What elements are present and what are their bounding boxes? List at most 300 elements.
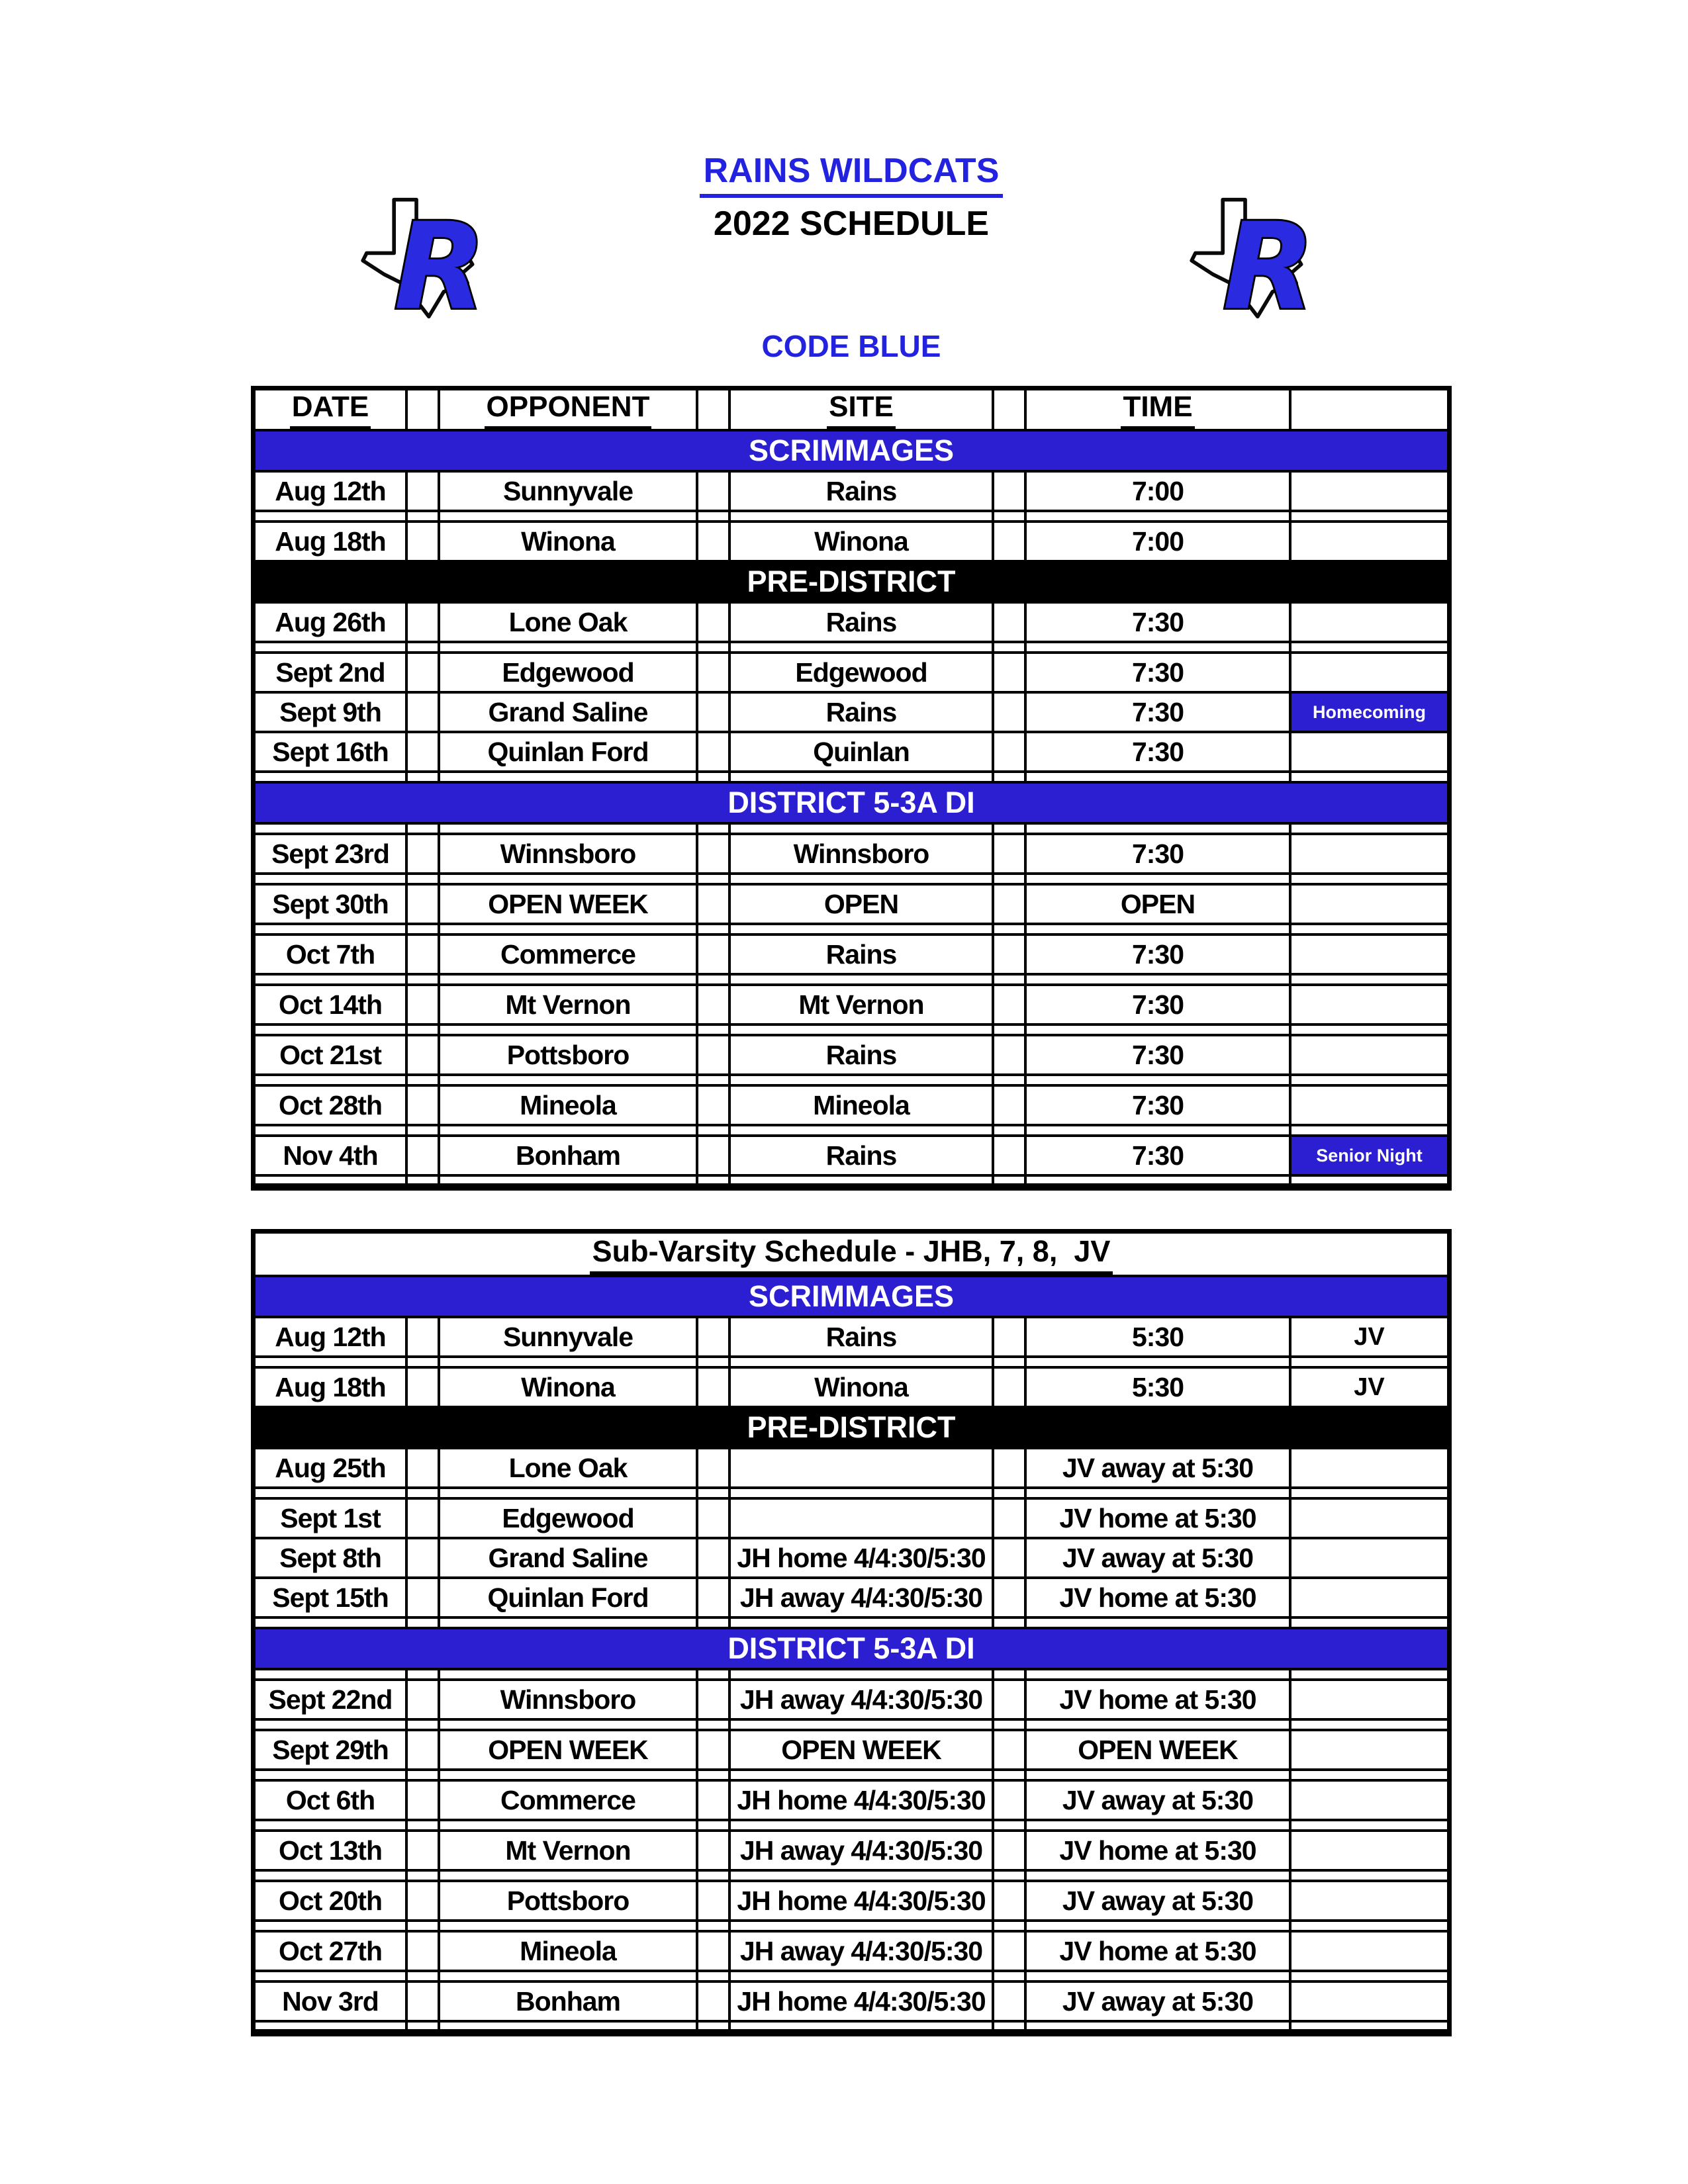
time-cell: JV home at 5:30 <box>1027 1681 1289 1718</box>
spacer-cell <box>408 654 438 691</box>
column-header-label: DATE <box>290 390 371 429</box>
spacer-cell <box>440 643 696 651</box>
spacer-cell <box>256 512 405 520</box>
spacer-cell <box>256 1922 405 1930</box>
spacer-cell <box>1027 1076 1289 1084</box>
spacer-cell <box>731 643 992 651</box>
opponent-cell: Sunnyvale <box>440 1318 696 1355</box>
spacer-cell <box>408 1449 438 1486</box>
spacer-row <box>256 643 1447 651</box>
spacer-cell <box>994 773 1024 781</box>
site-cell: Mt Vernon <box>731 986 992 1023</box>
spacer-cell <box>408 523 438 560</box>
date-cell: Sept 30th <box>256 886 405 923</box>
spacer-cell <box>408 1922 438 1930</box>
spacer-cell <box>408 875 438 883</box>
subvarsity-title-text: Sub-Varsity Schedule - JHB, 7, 8, JV <box>590 1234 1113 1275</box>
column-header-time <box>1027 390 1289 429</box>
spacer-cell <box>440 1872 696 1880</box>
note-cell-empty <box>1291 1500 1447 1537</box>
spacer-cell <box>1291 1489 1447 1497</box>
time-cell: JV away at 5:30 <box>1027 1882 1289 1919</box>
spacer-cell <box>256 1076 405 1084</box>
spacer-cell <box>440 2023 696 2029</box>
spacer-cell <box>1027 2023 1289 2029</box>
game-row <box>256 733 1447 770</box>
spacer-cell <box>408 1619 438 1627</box>
time-cell: JV away at 5:30 <box>1027 1782 1289 1819</box>
game-row <box>256 523 1447 560</box>
date-cell: Oct 6th <box>256 1782 405 1819</box>
band-row <box>256 784 1447 822</box>
game-row <box>256 1449 1447 1486</box>
spacer-cell <box>256 1489 405 1497</box>
spacer-cell <box>1027 1771 1289 1779</box>
spacer-cell <box>440 1358 696 1366</box>
note-cell-empty <box>1291 1933 1447 1970</box>
note-cell-empty <box>1291 1579 1447 1616</box>
spacer-row <box>256 1922 1447 1930</box>
spacer-cell <box>408 1137 438 1174</box>
site-cell: Mineola <box>731 1087 992 1124</box>
note-cell-empty <box>1291 1731 1447 1768</box>
spacer-cell <box>408 1489 438 1497</box>
spacer-cell <box>731 1619 992 1627</box>
opponent-cell: Lone Oak <box>440 1449 696 1486</box>
time-cell: 7:00 <box>1027 473 1289 510</box>
spacer-cell <box>408 604 438 641</box>
game-row <box>256 1782 1447 1819</box>
spacer-cell <box>731 1670 992 1678</box>
spacer-cell <box>440 1771 696 1779</box>
game-row <box>256 936 1447 973</box>
spacer-cell <box>731 1126 992 1134</box>
opponent-cell: Bonham <box>440 1137 696 1174</box>
spacer-cell <box>408 733 438 770</box>
time-cell: JV away at 5:30 <box>1027 1983 1289 2020</box>
spacer-cell <box>698 1036 728 1073</box>
game-row <box>256 1882 1447 1919</box>
spacer-cell <box>408 1036 438 1073</box>
game-row <box>256 1579 1447 1616</box>
spacer-cell <box>698 1782 728 1819</box>
site-cell: Quinlan <box>731 733 992 770</box>
spacer-cell <box>698 523 728 560</box>
spacer-cell <box>731 976 992 983</box>
time-cell: JV home at 5:30 <box>1027 1500 1289 1537</box>
spacer-row <box>256 1489 1447 1497</box>
spacer-row <box>256 1126 1447 1134</box>
spacer-cell <box>408 1076 438 1084</box>
spacer-cell <box>440 1076 696 1084</box>
spacer-cell <box>440 1670 696 1678</box>
spacer-cell <box>1027 1126 1289 1134</box>
site-cell: Winona <box>731 523 992 560</box>
spacer-cell <box>731 2023 992 2029</box>
spacer-cell <box>698 733 728 770</box>
game-row <box>256 654 1447 691</box>
spacer-cell <box>1291 512 1447 520</box>
game-row <box>256 986 1447 1023</box>
site-cell: JH home 4/4:30/5:30 <box>731 1539 992 1576</box>
spacer-cell <box>698 1670 728 1678</box>
section-band-black: PRE-DISTRICT <box>256 1408 1447 1447</box>
date-cell: Sept 9th <box>256 694 405 731</box>
note-cell-empty <box>1291 654 1447 691</box>
time-cell: 5:30 <box>1027 1369 1289 1406</box>
spacer-cell <box>1027 643 1289 651</box>
spacer-cell <box>1291 1972 1447 1980</box>
site-cell: Rains <box>731 694 992 731</box>
spacer-cell <box>1291 875 1447 883</box>
spacer-cell <box>731 1972 992 1980</box>
note-cell-empty <box>1291 886 1447 923</box>
spacer-cell <box>994 1076 1024 1084</box>
note-cell-empty <box>1291 1782 1447 1819</box>
date-cell: Aug 18th <box>256 1369 405 1406</box>
spacer-cell <box>1291 1126 1447 1134</box>
opponent-cell: Commerce <box>440 936 696 973</box>
spacer-cell <box>256 1619 405 1627</box>
spacer-cell <box>698 654 728 691</box>
spacer-cell <box>731 773 992 781</box>
spacer-cell <box>994 1922 1024 1930</box>
title-row <box>256 1234 1447 1275</box>
note-cell-empty <box>1291 1087 1447 1124</box>
spacer-cell <box>698 1087 728 1124</box>
spacer-cell <box>698 1832 728 1869</box>
time-cell: JV home at 5:30 <box>1027 1933 1289 1970</box>
date-cell: Oct 28th <box>256 1087 405 1124</box>
spacer-cell <box>994 2023 1024 2029</box>
opponent-cell: Lone Oak <box>440 604 696 641</box>
spacer-cell <box>1291 390 1447 429</box>
spacer-cell <box>698 512 728 520</box>
spacer-cell <box>256 1721 405 1729</box>
spacer-cell <box>1027 1489 1289 1497</box>
spacer-cell <box>994 1771 1024 1779</box>
spacer-row <box>256 1821 1447 1829</box>
time-cell: JV away at 5:30 <box>1027 1539 1289 1576</box>
game-row <box>256 604 1447 641</box>
spacer-cell <box>408 1087 438 1124</box>
spacer-cell <box>408 1771 438 1779</box>
date-cell: Oct 13th <box>256 1832 405 1869</box>
spacer-cell <box>1027 512 1289 520</box>
spacer-cell <box>731 1771 992 1779</box>
spacer-cell <box>1291 925 1447 933</box>
date-cell: Aug 18th <box>256 523 405 560</box>
spacer-cell <box>256 976 405 983</box>
spacer-cell <box>698 390 728 429</box>
spacer-cell <box>408 1358 438 1366</box>
game-row <box>256 1539 1447 1576</box>
game-row <box>256 1087 1447 1124</box>
spacer-cell <box>994 1126 1024 1134</box>
spacer-cell <box>1027 1821 1289 1829</box>
spacer-cell <box>1291 1922 1447 1930</box>
date-cell: Aug 12th <box>256 1318 405 1355</box>
note-cell: JV <box>1291 1318 1447 1355</box>
spacer-cell <box>994 1137 1024 1174</box>
spacer-cell <box>698 773 728 781</box>
spacer-cell <box>698 976 728 983</box>
opponent-cell: Mineola <box>440 1933 696 1970</box>
opponent-cell: Edgewood <box>440 654 696 691</box>
spacer-cell <box>256 1026 405 1034</box>
spacer-cell <box>1027 1670 1289 1678</box>
opponent-cell: OPEN WEEK <box>440 886 696 923</box>
spacer-cell <box>408 1721 438 1729</box>
spacer-cell <box>256 825 405 833</box>
date-cell: Sept 16th <box>256 733 405 770</box>
game-row <box>256 1500 1447 1537</box>
spacer-cell <box>994 1036 1024 1073</box>
spacer-cell <box>408 976 438 983</box>
spacer-cell <box>698 643 728 651</box>
spacer-cell <box>994 1983 1024 2020</box>
opponent-cell: Commerce <box>440 1782 696 1819</box>
spacer-cell <box>698 1922 728 1930</box>
spacer-cell <box>440 875 696 883</box>
page-subtitle: 2022 SCHEDULE <box>713 205 990 243</box>
band-row <box>256 563 1447 601</box>
spacer-cell <box>698 1318 728 1355</box>
spacer-cell <box>994 1177 1024 1183</box>
spacer-row <box>256 825 1447 833</box>
spacer-row <box>256 1872 1447 1880</box>
spacer-cell <box>698 1369 728 1406</box>
site-cell: Winona <box>731 1369 992 1406</box>
spacer-cell <box>731 1922 992 1930</box>
date-cell: Sept 2nd <box>256 654 405 691</box>
page-title-text: RAINS WILDCATS <box>700 151 1004 198</box>
spacer-cell <box>994 1972 1024 1980</box>
spacer-cell <box>408 1539 438 1576</box>
site-cell: Rains <box>731 1318 992 1355</box>
spacer-cell <box>1291 1721 1447 1729</box>
time-cell: 5:30 <box>1027 1318 1289 1355</box>
spacer-cell <box>1027 976 1289 983</box>
spacer-cell <box>408 1126 438 1134</box>
spacer-cell <box>994 604 1024 641</box>
date-cell: Nov 4th <box>256 1137 405 1174</box>
spacer-cell <box>994 1832 1024 1869</box>
column-header-opponent <box>440 390 696 429</box>
spacer-cell <box>994 1500 1024 1537</box>
spacer-cell <box>994 1619 1024 1627</box>
note-cell: JV <box>1291 1369 1447 1406</box>
spacer-cell <box>994 986 1024 1023</box>
date-cell: Nov 3rd <box>256 1983 405 2020</box>
game-row <box>256 1369 1447 1406</box>
spacer-cell <box>698 1076 728 1084</box>
spacer-cell <box>256 1972 405 1980</box>
subvarsity-title-cell <box>256 1234 1447 1275</box>
spacer-cell <box>408 825 438 833</box>
note-cell-empty <box>1291 986 1447 1023</box>
spacer-cell <box>1027 1922 1289 1930</box>
spacer-row <box>256 1972 1447 1980</box>
spacer-cell <box>994 523 1024 560</box>
spacer-cell <box>698 1137 728 1174</box>
date-cell: Sept 23rd <box>256 835 405 872</box>
spacer-cell <box>408 473 438 510</box>
spacer-cell <box>408 1579 438 1616</box>
spacer-cell <box>1027 1026 1289 1034</box>
game-row <box>256 1731 1447 1768</box>
spacer-cell <box>1291 1358 1447 1366</box>
spacer-cell <box>256 875 405 883</box>
spacer-cell <box>408 1681 438 1718</box>
spacer-cell <box>731 1177 992 1183</box>
subvarsity-schedule-table <box>251 1229 1452 2036</box>
spacer-cell <box>731 875 992 883</box>
spacer-cell <box>1027 925 1289 933</box>
spacer-cell <box>408 1933 438 1970</box>
spacer-cell <box>1291 1026 1447 1034</box>
spacer-cell <box>1291 1076 1447 1084</box>
date-cell: Oct 27th <box>256 1933 405 1970</box>
spacer-cell <box>994 886 1024 923</box>
spacer-cell <box>698 825 728 833</box>
spacer-cell <box>408 1500 438 1537</box>
spacer-cell <box>1291 773 1447 781</box>
spacer-row <box>256 1619 1447 1627</box>
spacer-cell <box>408 1983 438 2020</box>
spacer-cell <box>994 1318 1024 1355</box>
spacer-cell <box>1027 1358 1289 1366</box>
spacer-cell <box>994 1872 1024 1880</box>
opponent-cell: Grand Saline <box>440 1539 696 1576</box>
spacer-cell <box>256 1771 405 1779</box>
game-row <box>256 835 1447 872</box>
time-cell: 7:30 <box>1027 694 1289 731</box>
spacer-row <box>256 875 1447 883</box>
header-row <box>256 390 1447 429</box>
spacer-cell <box>731 1026 992 1034</box>
spacer-cell <box>1291 1872 1447 1880</box>
spacer-cell <box>994 1358 1024 1366</box>
note-cell-empty <box>1291 473 1447 510</box>
site-cell: Rains <box>731 604 992 641</box>
game-row <box>256 1983 1447 2020</box>
spacer-cell <box>994 1489 1024 1497</box>
spacer-cell <box>994 1670 1024 1678</box>
game-row <box>256 1036 1447 1073</box>
spacer-cell <box>1291 1619 1447 1627</box>
spacer-cell <box>994 512 1024 520</box>
date-cell: Sept 29th <box>256 1731 405 1768</box>
spacer-cell <box>698 986 728 1023</box>
spacer-cell <box>698 936 728 973</box>
spacer-cell <box>698 1026 728 1034</box>
game-row <box>256 886 1447 923</box>
site-cell <box>731 1449 992 1486</box>
game-row <box>256 1832 1447 1869</box>
spacer-cell <box>1027 875 1289 883</box>
spacer-cell <box>698 604 728 641</box>
spacer-cell <box>440 1026 696 1034</box>
spacer-cell <box>256 1126 405 1134</box>
date-cell: Sept 22nd <box>256 1681 405 1718</box>
spacer-cell <box>994 1821 1024 1829</box>
note-cell-empty <box>1291 733 1447 770</box>
opponent-cell: Edgewood <box>440 1500 696 1537</box>
date-cell: Oct 7th <box>256 936 405 973</box>
spacer-cell <box>994 1782 1024 1819</box>
time-cell: 7:30 <box>1027 1036 1289 1073</box>
spacer-cell <box>1027 825 1289 833</box>
spacer-cell <box>408 390 438 429</box>
spacer-row <box>256 925 1447 933</box>
spacer-cell <box>698 1972 728 1980</box>
time-cell: 7:00 <box>1027 523 1289 560</box>
spacer-row <box>256 1721 1447 1729</box>
spacer-cell <box>731 1076 992 1084</box>
site-cell: JH away 4/4:30/5:30 <box>731 1933 992 1970</box>
spacer-cell <box>698 1358 728 1366</box>
date-cell: Sept 1st <box>256 1500 405 1537</box>
band-row <box>256 1629 1447 1668</box>
spacer-cell <box>731 1489 992 1497</box>
spacer-cell <box>994 473 1024 510</box>
note-cell-empty <box>1291 1882 1447 1919</box>
spacer-cell <box>408 1177 438 1183</box>
spacer-cell <box>440 925 696 933</box>
opponent-cell: Winnsboro <box>440 835 696 872</box>
date-cell: Oct 14th <box>256 986 405 1023</box>
time-cell: JV home at 5:30 <box>1027 1832 1289 1869</box>
spacer-cell <box>994 1369 1024 1406</box>
date-cell: Aug 25th <box>256 1449 405 1486</box>
spacer-row <box>256 1771 1447 1779</box>
note-cell-empty <box>1291 523 1447 560</box>
spacer-cell <box>440 1922 696 1930</box>
opponent-cell: Pottsboro <box>440 1036 696 1073</box>
spacer-cell <box>440 512 696 520</box>
spacer-cell <box>408 694 438 731</box>
spacer-cell <box>1027 1972 1289 1980</box>
spacer-cell <box>731 1721 992 1729</box>
spacer-cell <box>994 875 1024 883</box>
spacer-cell <box>440 1177 696 1183</box>
spacer-cell <box>440 1126 696 1134</box>
spacer-cell <box>698 1983 728 2020</box>
spacer-cell <box>698 1721 728 1729</box>
column-header-label: OPPONENT <box>485 390 652 429</box>
spacer-cell <box>408 925 438 933</box>
note-cell-empty <box>1291 1539 1447 1576</box>
section-band-blue: SCRIMMAGES <box>256 1277 1447 1316</box>
spacer-cell <box>698 1771 728 1779</box>
site-cell <box>731 1500 992 1537</box>
spacer-cell <box>698 875 728 883</box>
game-row <box>256 473 1447 510</box>
spacer-cell <box>698 1882 728 1919</box>
date-cell: Oct 20th <box>256 1882 405 1919</box>
opponent-cell: Winona <box>440 523 696 560</box>
site-cell: JH away 4/4:30/5:30 <box>731 1579 992 1616</box>
time-cell: 7:30 <box>1027 604 1289 641</box>
spacer-cell <box>256 643 405 651</box>
spacer-cell <box>408 773 438 781</box>
spacer-cell <box>698 2023 728 2029</box>
opponent-cell: OPEN WEEK <box>440 1731 696 1768</box>
spacer-cell <box>698 835 728 872</box>
site-cell: JH home 4/4:30/5:30 <box>731 1882 992 1919</box>
note-cell-empty <box>1291 1036 1447 1073</box>
